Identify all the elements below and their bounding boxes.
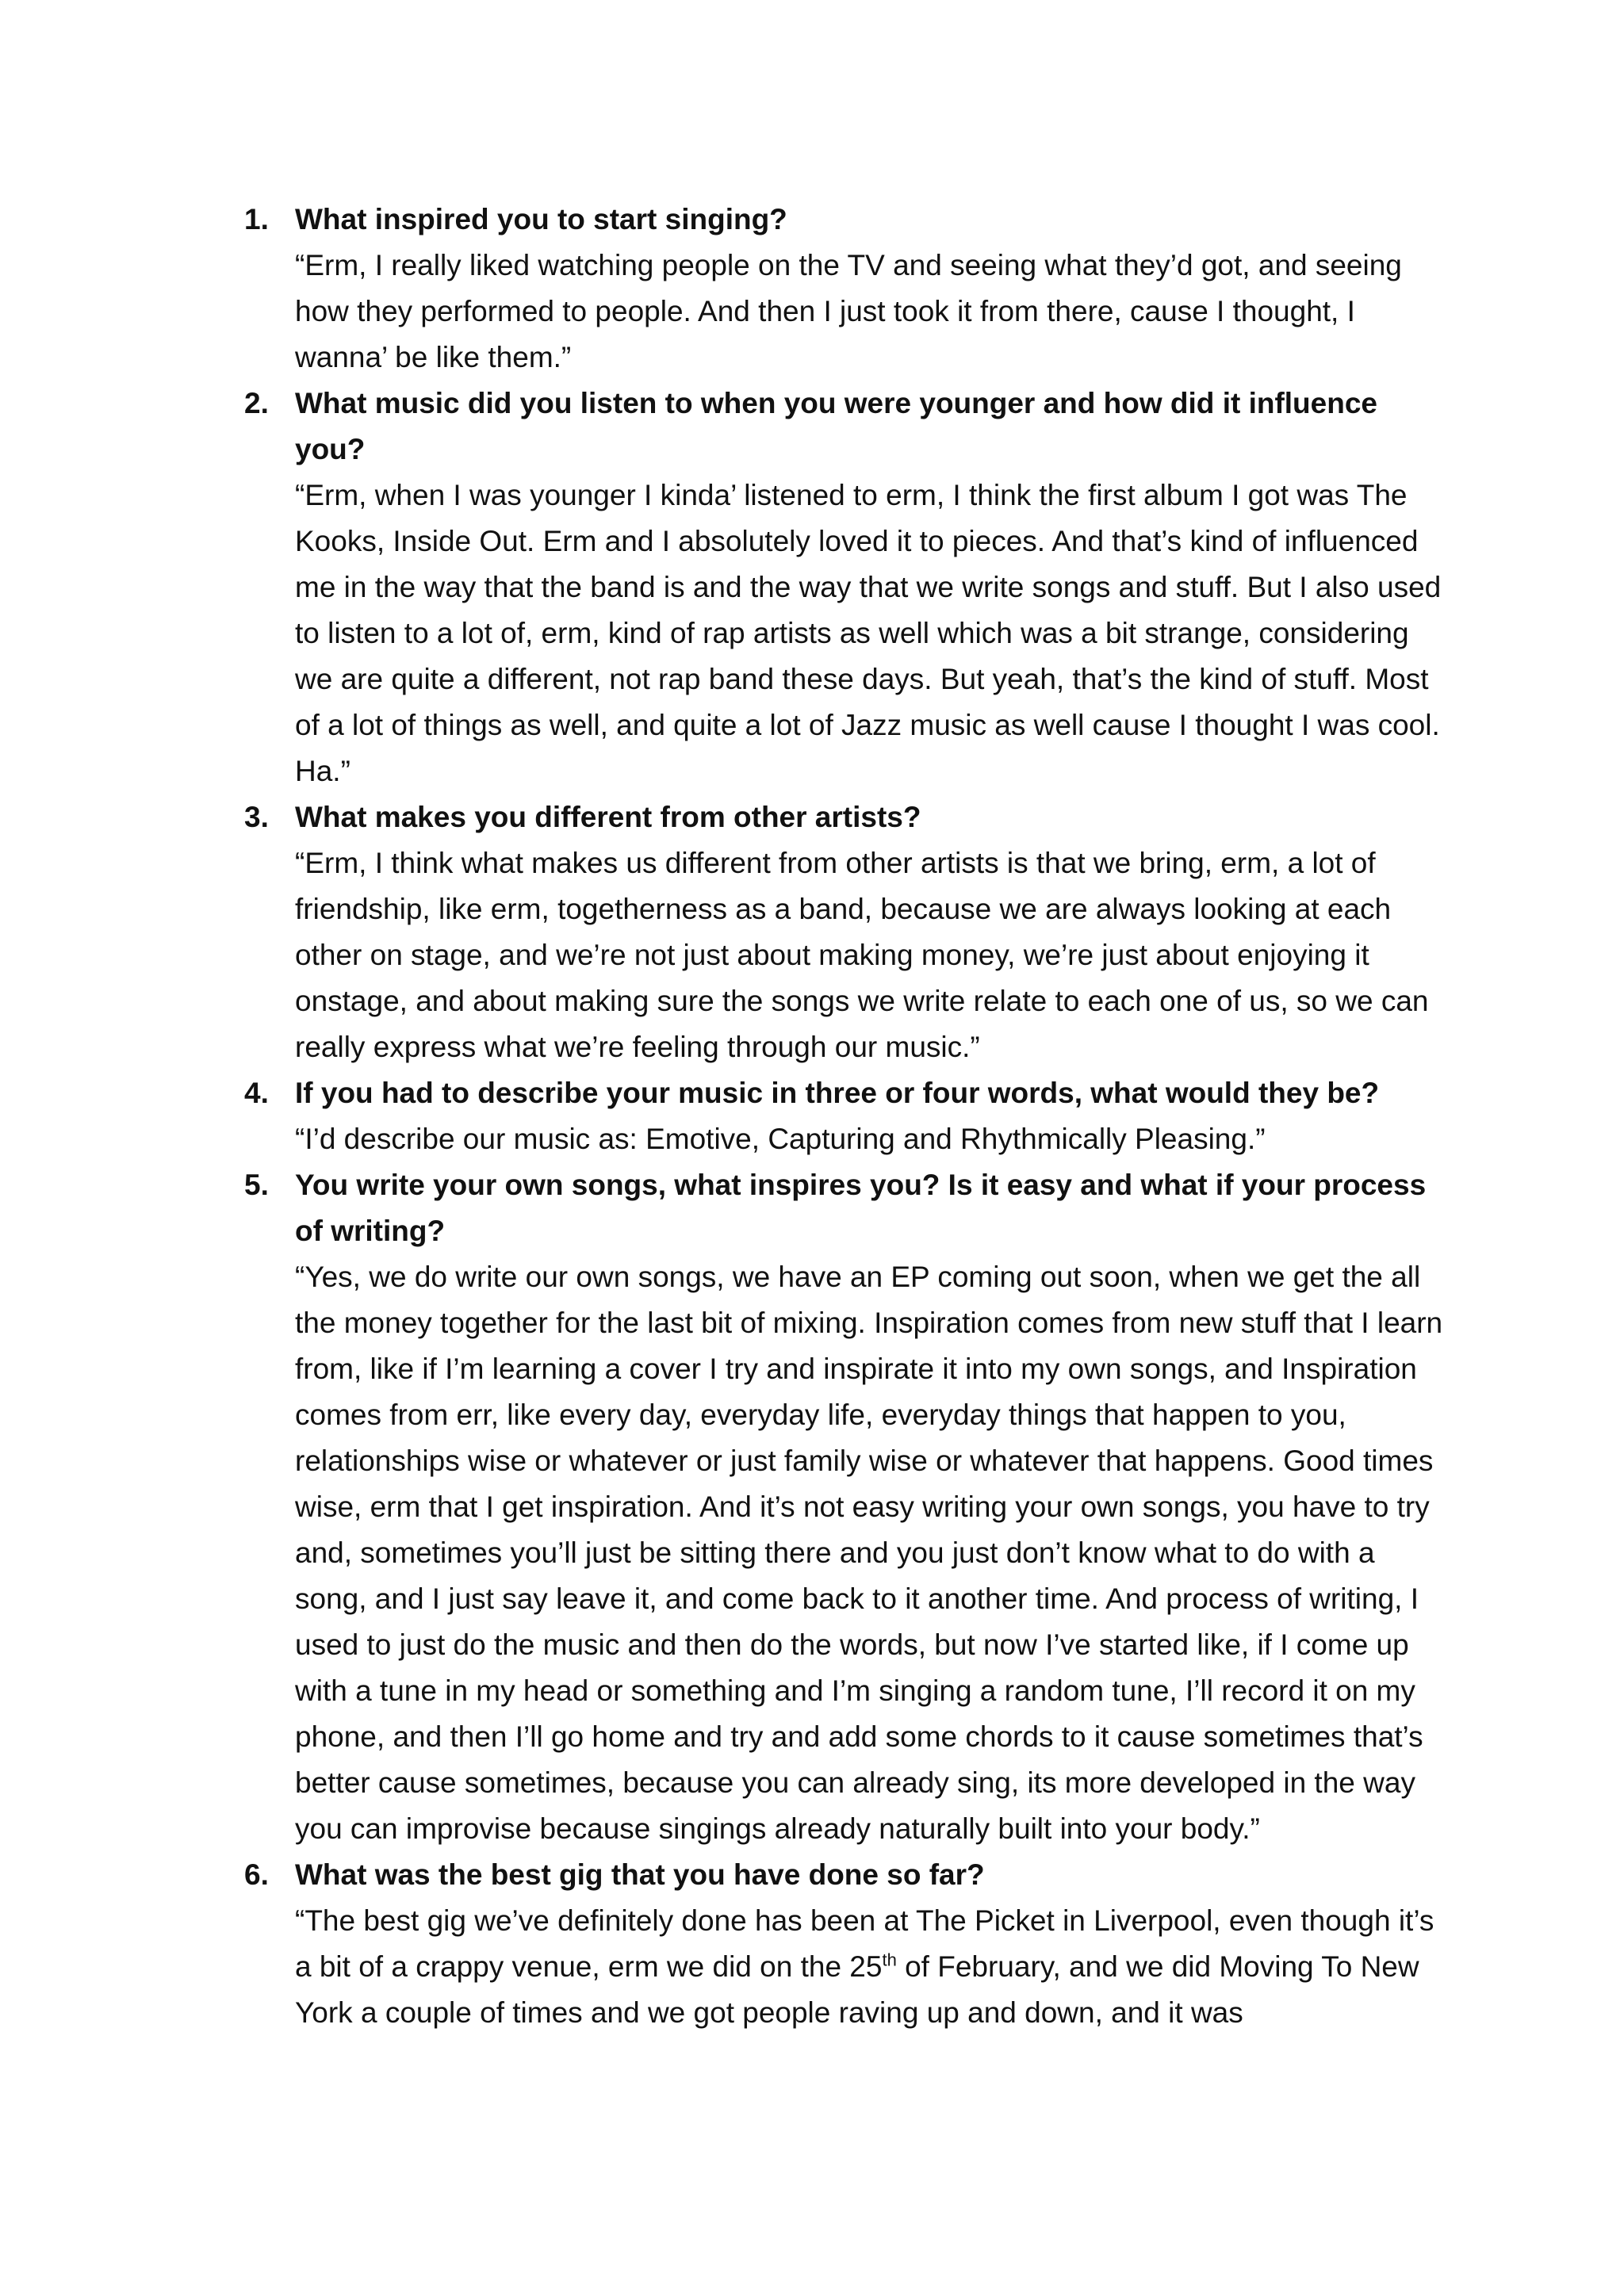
question-number: 5.	[244, 1169, 269, 1201]
question-text: If you had to describe your music in three or four words, what would they be?	[295, 1077, 1380, 1109]
answer-text: “Yes, we do write our own songs, we have an EP coming out soon, when we get the all the money together for the last bit of mixing. Inspiration comes from new stuff that I learn from, like if I’m learning a cover I try and inspirate it into my own songs, and Inspiration comes from err, like every day, everyday life, everyday things that happen to you, relationships wise or whatever or just family wise or whatever that happens. Good times wise, erm that I get inspiration. And it’s not easy writing your own songs, you have to try and, sometimes you’ll just be sitting there and you just don’t know what to do with a song, and I just say leave it, and come back to it another time. And process of writing, I used to just do the music and then do the words, but now I’ve started like, if I come up with a tune in my head or something and I’m singing a random tune, I’ll record it on my phone, and then I’ll go home and try and add some chords to it cause sometimes that’s better cause sometimes, because you can already sing, its more developed in the way you can improvise because singings already naturally built into your body.”	[295, 1261, 1443, 1845]
question-text: What was the best gig that you have done so far?	[295, 1858, 985, 1891]
question-number: 4.	[244, 1077, 269, 1109]
question-number: 3.	[244, 801, 269, 833]
answer-text-part: “The best gig we’ve definitely done has been at The Picket in Liverpool, even though it’s a bit of a crappy venue, erm we did on the 25	[295, 1904, 1434, 1983]
question-number: 2.	[244, 387, 269, 419]
question-text: What music did you listen to when you were younger and how did it influence you?	[295, 387, 1377, 465]
question-text: What makes you different from other artists?	[295, 801, 921, 833]
question-text: What inspired you to start singing?	[295, 203, 787, 235]
question-number: 1.	[244, 203, 269, 235]
question-text: You write your own songs, what inspires you? Is it easy and what if your process of writing?	[295, 1169, 1427, 1247]
answer-text: “I’d describe our music as: Emotive, Capturing and Rhythmically Pleasing.”	[295, 1123, 1266, 1155]
list-item	[238, 794, 1443, 1070]
list-item	[238, 1070, 1443, 1162]
ordinal-superscript: th	[882, 1950, 897, 1970]
question-number: 6.	[244, 1858, 269, 1891]
answer-text: “Erm, I think what makes us different from other artists is that we bring, erm, a lot of friendship, like erm, togetherness as a band, because we are always looking at each other on stage, and we’re not just about making money, we’re just about enjoying it onstage, and about making sure the songs we write relate to each one of us, so we can really express what we’re feeling through our music.”	[295, 847, 1429, 1063]
list-item	[238, 1162, 1443, 1852]
list-item	[238, 1852, 1443, 2036]
list-item	[238, 381, 1443, 794]
list-item	[238, 197, 1443, 381]
answer-text-part: of February, and we did Moving To New York a couple of times and we got people raving up and down, and it was	[295, 1950, 1419, 2029]
interview-question-list	[238, 197, 1443, 2036]
answer-text: “Erm, when I was younger I kinda’ listened to erm, I think the first album I got was The Kooks, Inside Out. Erm and I absolutely loved it to pieces. And that’s kind of influenced me in the way that the band is and the way that we write songs and stuff. But I also used to listen to a lot of, erm, kind of rap artists as well which was a bit strange, considering we are quite a different, not rap band these days. But yeah, that’s the kind of stuff. Most of a lot of things as well, and quite a lot of Jazz music as well cause I thought I was cool. Ha.”	[295, 479, 1442, 787]
answer-text	[295, 1898, 1443, 2036]
answer-text: “Erm, I really liked watching people on the TV and seeing what they’d got, and seeing how they performed to people. And then I just took it from there, cause I thought, I wanna’ be like them.”	[295, 249, 1402, 373]
